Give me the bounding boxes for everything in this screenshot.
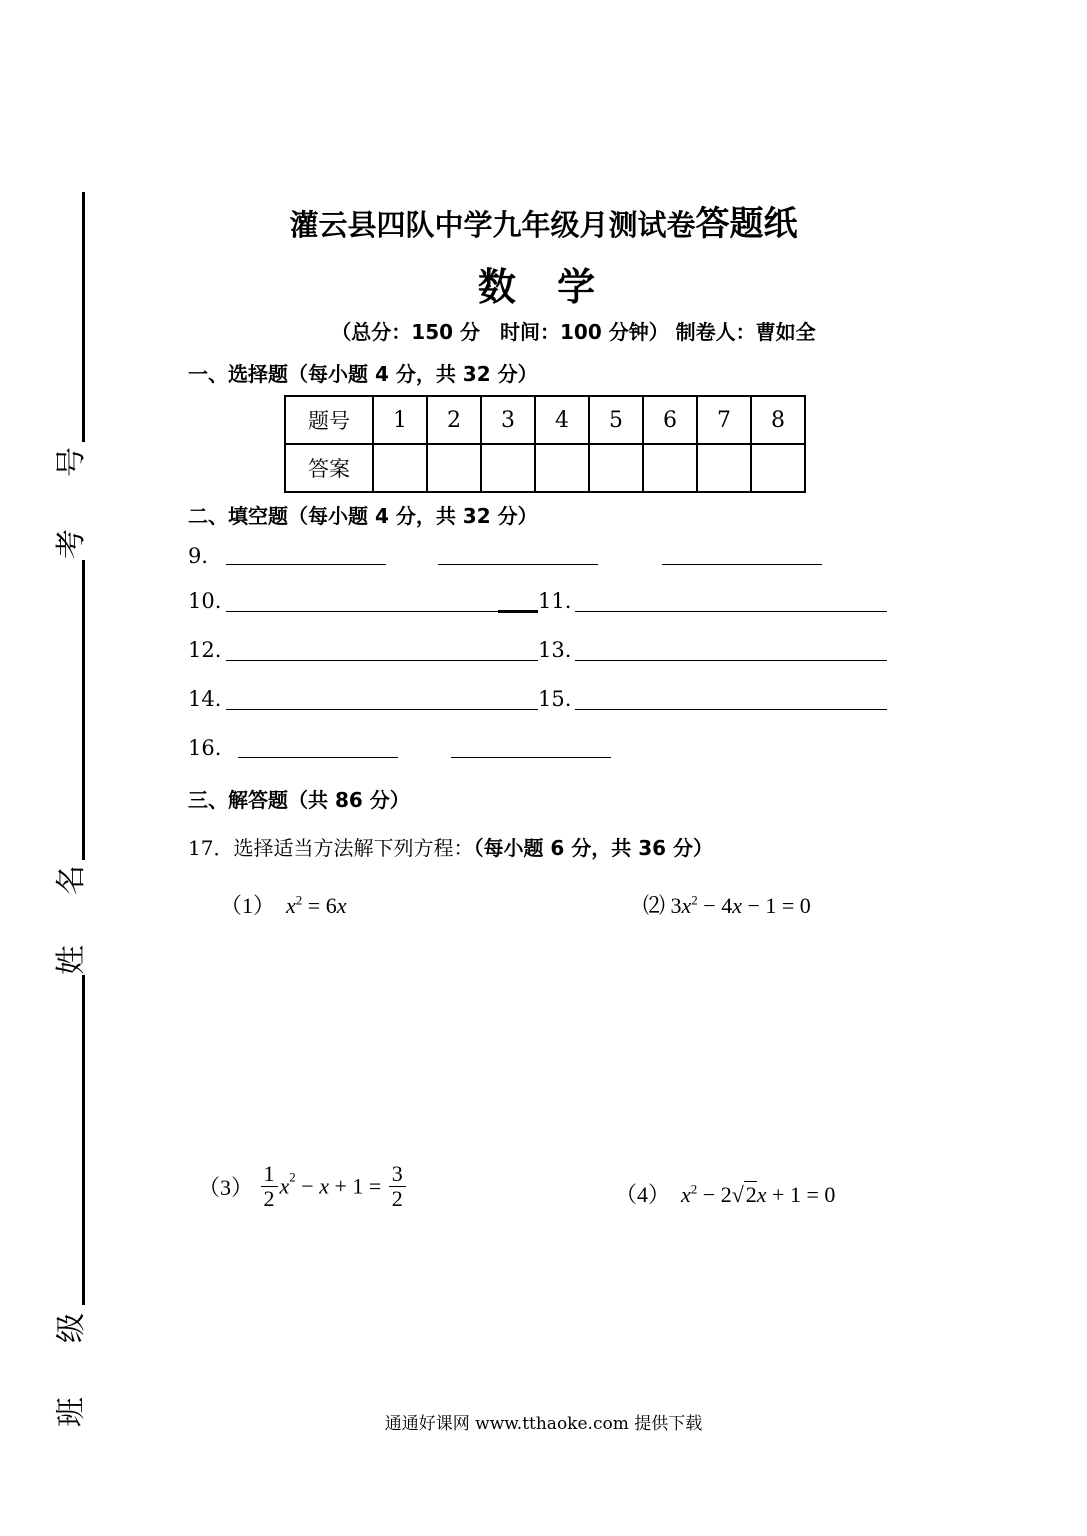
fill-label-9: 9．	[188, 544, 223, 568]
margin-label-xing: 姓	[54, 945, 89, 975]
question-17	[188, 832, 713, 861]
section1-heading: 一、选择题（每小题 4 分，共 32 分）	[188, 362, 538, 386]
section3-heading: 三、解答题（共 86 分）	[188, 788, 410, 812]
fill-blank-10-end	[498, 610, 538, 613]
fill-label-10: 10.	[188, 589, 222, 613]
title-emph: 答题纸	[695, 204, 798, 244]
equation-2: ⑵ $3x^2 - 4x - 1 = 0$	[643, 892, 811, 918]
title-main: 灌云县四队中学九年级月测试卷	[289, 208, 696, 242]
fill-blank-12[interactable]	[226, 660, 538, 661]
section2-heading: 二、填空题（每小题 4 分，共 32 分）	[188, 504, 538, 528]
fill-label-11: 11.	[538, 589, 572, 613]
fill-label-15: 15.	[538, 687, 572, 711]
question-number: 2	[427, 396, 481, 444]
question-number: 3	[481, 396, 535, 444]
table-label-question: 题号	[285, 396, 373, 444]
table-label-answer: 答案	[285, 444, 373, 492]
equation-2-label: ⑵	[643, 893, 666, 918]
equation-1-label: （1）	[220, 893, 276, 918]
fill-blank-16a[interactable]	[238, 757, 398, 758]
answer-cell[interactable]	[697, 444, 751, 492]
equation-3-label: （3）	[198, 1175, 254, 1200]
answer-table-answer-row	[285, 444, 805, 492]
margin-label-ban: 班	[54, 1397, 89, 1427]
answer-cell[interactable]	[535, 444, 589, 492]
margin-label-kao: 考	[54, 529, 89, 559]
fill-blank-11[interactable]	[575, 611, 887, 612]
question-number: 6	[643, 396, 697, 444]
margin-label-hao: 号	[54, 447, 89, 477]
question-number: 8	[751, 396, 805, 444]
answer-cell[interactable]	[427, 444, 481, 492]
answer-cell[interactable]	[751, 444, 805, 492]
equation-3: （3） $\frac{1}{2}$ $x^2 - x + 1$ = $\frac{3}{2}$	[198, 1162, 408, 1211]
fill-blank-9a[interactable]	[226, 564, 386, 565]
margin-line-mid1	[82, 560, 85, 860]
equation-1: （1） $x^2 = 6x$	[220, 892, 347, 918]
footer-credit: 通通好课网 www.tthaoke.com 提供下载	[384, 1414, 703, 1434]
question-number: 7	[697, 396, 751, 444]
page-title	[0, 196, 1087, 245]
answer-cell[interactable]	[481, 444, 535, 492]
answer-table	[284, 395, 806, 493]
fill-label-12: 12.	[188, 638, 222, 662]
fill-blank-15[interactable]	[575, 709, 887, 710]
question-17-prompt: 17．选择适当方法解下列方程：	[188, 836, 474, 860]
margin-label-ji: 级	[54, 1313, 89, 1343]
fill-blank-9b[interactable]	[438, 564, 598, 565]
fill-label-13: 13.	[538, 638, 572, 662]
margin-label-ming: 名	[54, 865, 89, 895]
fill-blank-16b[interactable]	[451, 757, 611, 758]
answer-cell[interactable]	[589, 444, 643, 492]
fill-blank-9c[interactable]	[662, 564, 822, 565]
question-number: 1	[373, 396, 427, 444]
answer-cell[interactable]	[373, 444, 427, 492]
fill-blank-14[interactable]	[226, 709, 538, 710]
fill-label-16: 16.	[188, 736, 222, 760]
question-number: 4	[535, 396, 589, 444]
fill-blank-13[interactable]	[575, 660, 887, 661]
subject-title: 数 学	[477, 265, 610, 309]
exam-meta: （总分：150 分 时间：100 分钟） 制卷人：曹如全	[331, 320, 816, 344]
margin-line-mid2	[82, 975, 85, 1305]
answer-cell[interactable]	[643, 444, 697, 492]
equation-4: （4） $x^2 - 2√2x + 1 = 0$	[615, 1181, 836, 1207]
answer-table-number-row	[285, 396, 805, 444]
fill-blank-10[interactable]	[226, 611, 498, 612]
equation-4-label: （4）	[615, 1182, 671, 1207]
fill-label-14: 14.	[188, 687, 222, 711]
question-17-points: （每小题 6 分，共 36 分）	[473, 836, 714, 860]
question-number: 5	[589, 396, 643, 444]
